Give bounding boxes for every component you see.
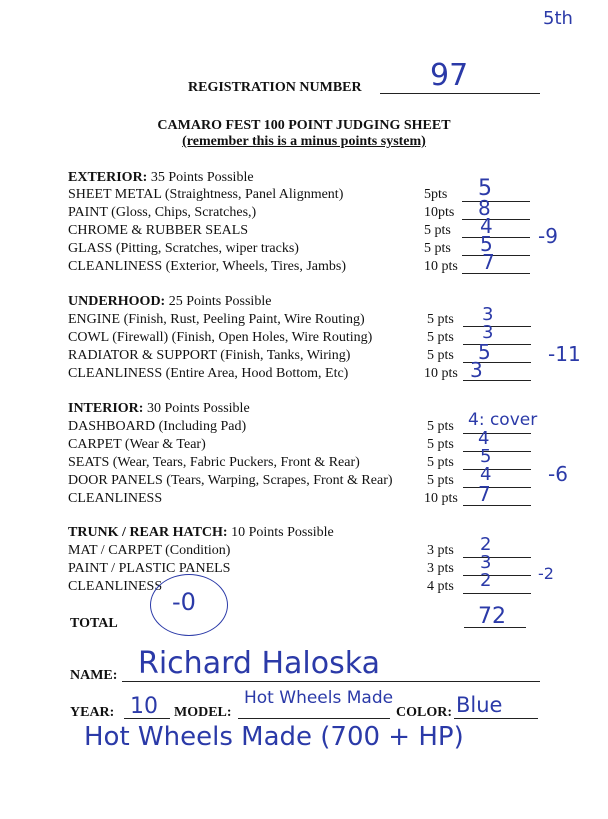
score-line xyxy=(462,201,530,202)
item-label: PAINT / PLASTIC PANELS xyxy=(68,561,231,576)
item-pts: 5 pts xyxy=(427,455,454,470)
total-label: TOTAL xyxy=(70,616,118,631)
total-value: 72 xyxy=(478,604,506,629)
item-score: 5 xyxy=(480,232,493,256)
page-subtitle: (remember this is a minus points system) xyxy=(182,134,426,149)
item-label: MAT / CARPET (Condition) xyxy=(68,543,231,558)
item-label: COWL (Firewall) (Finish, Open Holes, Wire Routing) xyxy=(68,330,373,345)
item-score: 8 xyxy=(478,196,491,220)
color-label: COLOR: xyxy=(396,705,452,720)
section-subtotal: -11 xyxy=(548,342,581,366)
item-pts: 10 pts xyxy=(424,491,458,506)
score-line xyxy=(462,255,530,256)
bottom-note: Hot Wheels Made (700 + HP) xyxy=(84,722,464,752)
item-label: SHEET METAL (Straightness, Panel Alignment) xyxy=(68,187,344,202)
score-line xyxy=(463,487,531,488)
color-value: Blue xyxy=(456,693,503,717)
item-score: 4 xyxy=(478,428,490,449)
registration-label: REGISTRATION NUMBER xyxy=(188,80,362,95)
item-pts: 5 pts xyxy=(427,437,454,452)
score-line xyxy=(463,433,531,434)
section-heading: UNDERHOOD: 25 Points Possible xyxy=(68,294,272,309)
item-label: ENGINE (Finish, Rust, Peeling Paint, Wire Routing) xyxy=(68,312,365,327)
page-title: CAMARO FEST 100 POINT JUDGING SHEET xyxy=(157,118,451,133)
year-value: 10 xyxy=(130,694,158,719)
score-line xyxy=(462,273,530,274)
item-score: 3 xyxy=(482,322,494,343)
section-heading: TRUNK / REAR HATCH: 10 Points Possible xyxy=(68,525,334,540)
score-line xyxy=(463,575,531,576)
item-pts: 10 pts xyxy=(424,366,458,381)
item-score: 5 xyxy=(478,340,491,364)
item-pts: 4 pts xyxy=(427,579,454,594)
registration-line xyxy=(380,93,540,94)
item-pts: 10pts xyxy=(424,205,455,220)
item-score: 2 xyxy=(480,570,492,591)
item-label: CHROME & RUBBER SEALS xyxy=(68,223,249,238)
item-label: CLEANLINESS (Exterior, Wheels, Tires, Jambs) xyxy=(68,259,346,274)
item-score: 4: cover xyxy=(468,410,538,430)
item-pts: 5 pts xyxy=(427,419,454,434)
score-line xyxy=(463,326,531,327)
year-label: YEAR: xyxy=(70,705,115,720)
item-score: 3 xyxy=(470,358,483,382)
color-line xyxy=(454,718,538,719)
score-line xyxy=(462,237,530,238)
item-pts: 5pts xyxy=(424,187,448,202)
item-pts: 5 pts xyxy=(427,330,454,345)
score-line xyxy=(462,219,530,220)
corner-mark: 5th xyxy=(543,8,573,29)
item-label: SEATS (Wear, Tears, Fabric Puckers, Front & Rear) xyxy=(68,455,360,470)
registration-value: 97 xyxy=(430,58,469,93)
item-score: 2 xyxy=(480,534,492,555)
item-pts: 5 pts xyxy=(427,312,454,327)
model-line xyxy=(238,718,390,719)
section-heading: INTERIOR: 30 Points Possible xyxy=(68,401,250,416)
section-subtotal: -6 xyxy=(548,462,568,486)
item-pts: 10 pts xyxy=(424,259,458,274)
name-value: Richard Haloska xyxy=(138,646,380,681)
item-score: 3 xyxy=(482,304,494,325)
name-line xyxy=(122,681,540,682)
section-heading: EXTERIOR: 35 Points Possible xyxy=(68,170,254,185)
item-label: DOOR PANELS (Tears, Warping, Scrapes, Front & Rear) xyxy=(68,473,393,488)
score-line xyxy=(463,451,531,452)
score-line xyxy=(463,593,531,594)
item-pts: 3 pts xyxy=(427,561,454,576)
item-score: 5 xyxy=(480,446,492,467)
item-pts: 3 pts xyxy=(427,543,454,558)
name-label: NAME: xyxy=(70,668,118,683)
section-subtotal: -2 xyxy=(538,564,554,583)
item-pts: 5 pts xyxy=(424,241,451,256)
item-label: CLEANLINESS (Entire Area, Hood Bottom, Etc) xyxy=(68,366,349,381)
item-score: 4 xyxy=(480,464,492,485)
item-score: 3 xyxy=(480,552,492,573)
item-label: RADIATOR & SUPPORT (Finish, Tanks, Wiring) xyxy=(68,348,351,363)
item-label: CLEANLINESS xyxy=(68,491,163,506)
circled-note: -0 xyxy=(172,588,196,616)
item-score: 7 xyxy=(482,250,495,274)
score-line xyxy=(463,344,531,345)
item-score: 4 xyxy=(480,214,493,238)
item-label: CLEANLINESS xyxy=(68,579,163,594)
item-pts: 5 pts xyxy=(427,473,454,488)
item-label: PAINT (Gloss, Chips, Scratches,) xyxy=(68,205,257,220)
item-label: GLASS (Pitting, Scratches, wiper tracks) xyxy=(68,241,299,256)
item-pts: 5 pts xyxy=(424,223,451,238)
score-line xyxy=(463,505,531,506)
item-score: 7 xyxy=(478,482,491,506)
item-pts: 5 pts xyxy=(427,348,454,363)
model-value: Hot Wheels Made xyxy=(244,688,394,708)
item-label: CARPET (Wear & Tear) xyxy=(68,437,206,452)
score-line xyxy=(463,469,531,470)
item-score: 5 xyxy=(478,176,492,201)
score-line xyxy=(463,557,531,558)
model-label: MODEL: xyxy=(174,705,232,720)
section-subtotal: -9 xyxy=(538,224,558,248)
item-label: DASHBOARD (Including Pad) xyxy=(68,419,247,434)
